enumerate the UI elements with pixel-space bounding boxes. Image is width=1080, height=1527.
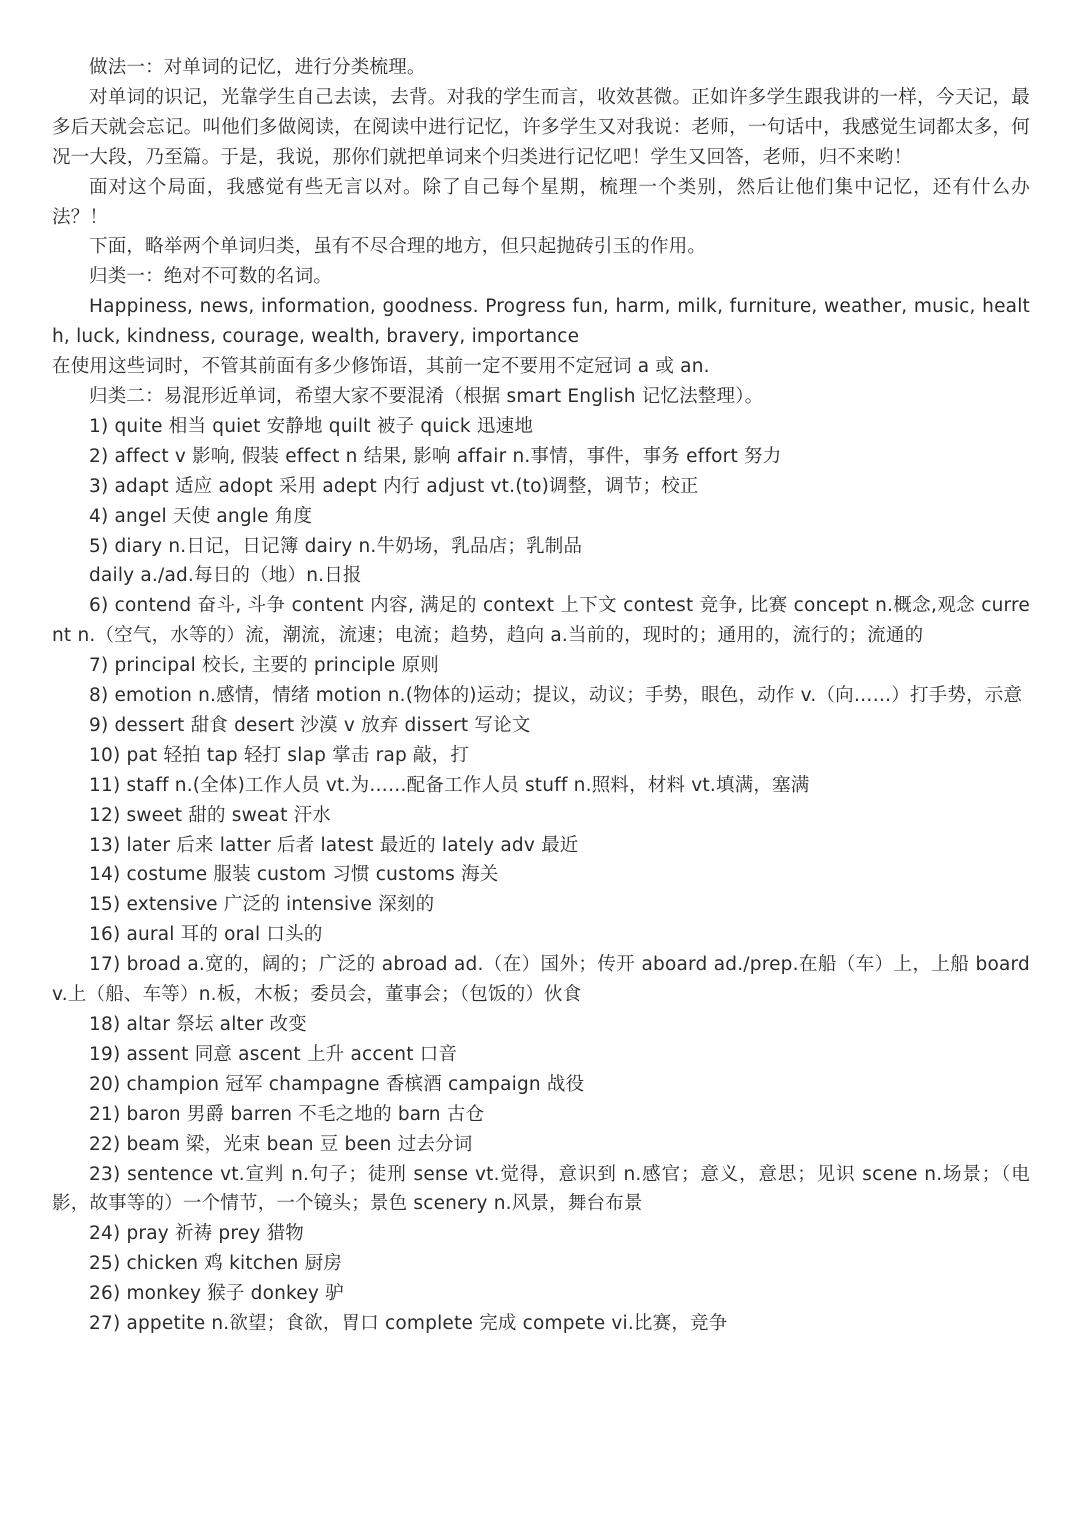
category-heading: 归类一：绝对不可数的名词。 — [89, 266, 333, 288]
list-item: 4) angel 天使 angle 角度 — [89, 505, 313, 527]
document-page — [52, 53, 1030, 1339]
list-item: 14) costume 服装 custom 习惯 customs 海关 — [89, 864, 499, 886]
list-item: 19) assent 同意 ascent 上升 accent 口音 — [89, 1043, 458, 1065]
paragraph: 在使用这些词时，不管其前面有多少修饰语，其前一定不要用不定冠词 a 或 an. — [52, 356, 710, 378]
paragraph: 做法一：对单词的记忆，进行分类梳理。 — [89, 57, 426, 78]
list-item: 22) beam 梁，光束 bean 豆 been 过去分词 — [89, 1133, 473, 1155]
list-item: 7) principal 校长, 主要的 principle 原则 — [89, 655, 439, 677]
list-item: 1) quite 相当 quiet 安静地 quilt 被子 quick 迅速地 — [89, 415, 534, 437]
list-item: 26) monkey 猴子 donkey 驴 — [89, 1283, 344, 1305]
uncountable-noun-list: Happiness, news, information, goodness. Progress fun, harm, milk, furniture, weather, music, health, luck, kindness, courage, wealth, bravery, importance — [52, 296, 1030, 348]
list-item: 20) champion 冠军 champagne 香槟酒 campaign 战役 — [89, 1073, 585, 1095]
list-item: 8) emotion n.感情，情绪 motion n.(物体的)运动；提议，动议；手势，眼色，动作 v.（向……）打手势，示意 — [89, 685, 1023, 707]
list-item: 23) sentence vt.宣判 n.句子；徒刑 sense vt.觉得，意识到 n.感官；意义，意思；见识 scene n.场景；（电影，故事等的）一个情节，一个镜头；景色 scenery n.风景，舞台布景 — [52, 1163, 1030, 1215]
list-item: daily a./ad.每日的（地）n.日报 — [89, 565, 362, 587]
paragraph: 下面，略举两个单词归类，虽有不尽合理的地方，但只起抛砖引玉的作用。 — [89, 236, 707, 258]
list-item: 2) affect v 影响, 假装 effect n 结果, 影响 affair n.事情，事件，事务 effort 努力 — [89, 445, 782, 467]
list-item: 25) chicken 鸡 kitchen 厨房 — [89, 1253, 343, 1275]
list-item: 27) appetite n.欲望；食欲，胃口 complete 完成 compete vi.比赛，竞争 — [89, 1313, 728, 1335]
paragraph: 对单词的识记，光靠学生自己去读，去背。对我的学生而言，收效甚微。正如许多学生跟我讲的一样，今天记，最多后天就会忘记。叫他们多做阅读，在阅读中进行记忆，许多学生又对我说：老师，一句话中，我感觉生词都太多，何况一大段，乃至篇。于是，我说，那你们就把单词来个归类进行记忆吧！学生又回答，老师，归不来哟！ — [52, 86, 1030, 168]
list-item: 9) dessert 甜食 desert 沙漠 v 放弃 dissert 写论文 — [89, 714, 531, 736]
list-item: 6) contend 奋斗, 斗争 content 内容, 满足的 context 上下文 contest 竞争, 比赛 concept n.概念,观念 current n.（空气，水等的）流，潮流，流速；电流；趋势，趋向 a.当前的，现时的；通用的，流行的；流通的 — [52, 595, 1030, 647]
list-item: 15) extensive 广泛的 intensive 深刻的 — [89, 894, 435, 916]
list-item: 13) later 后来 latter 后者 latest 最近的 lately adv 最近 — [89, 834, 579, 856]
list-item: 17) broad a.宽的，阔的；广泛的 abroad ad.（在）国外；传开 aboard ad./prep.在船（车）上，上船 board v.上（船、车等）n.板，木板；委员会，董事会；（包饭的）伙食 — [52, 954, 1030, 1006]
list-item: 11) staff n.(全体)工作人员 vt.为……配备工作人员 stuff n.照料，材料 vt.填满，塞满 — [89, 774, 810, 796]
list-item: 5) diary n.日记，日记簿 dairy n.牛奶场，乳品店；乳制品 — [89, 535, 583, 557]
list-item: 3) adapt 适应 adopt 采用 adept 内行 adjust vt.(to)调整，调节；校正 — [89, 475, 699, 497]
list-item: 12) sweet 甜的 sweat 汗水 — [89, 804, 332, 826]
list-item: 10) pat 轻拍 tap 轻打 slap 掌击 rap 敲，打 — [89, 744, 470, 766]
paragraph: 面对这个局面，我感觉有些无言以对。除了自己每个星期，梳理一个类别，然后让他们集中记忆，还有什么办法？！ — [52, 176, 1030, 228]
list-item: 16) aural 耳的 oral 口头的 — [89, 924, 323, 946]
list-item: 18) altar 祭坛 alter 改变 — [89, 1014, 307, 1035]
list-item: 21) baron 男爵 barren 不毛之地的 barn 古仓 — [89, 1103, 485, 1125]
category-heading: 归类二：易混形近单词，希望大家不要混淆（根据 smart English 记忆法整理）。 — [89, 385, 764, 407]
list-item: 24) pray 祈祷 prey 猎物 — [89, 1223, 304, 1245]
